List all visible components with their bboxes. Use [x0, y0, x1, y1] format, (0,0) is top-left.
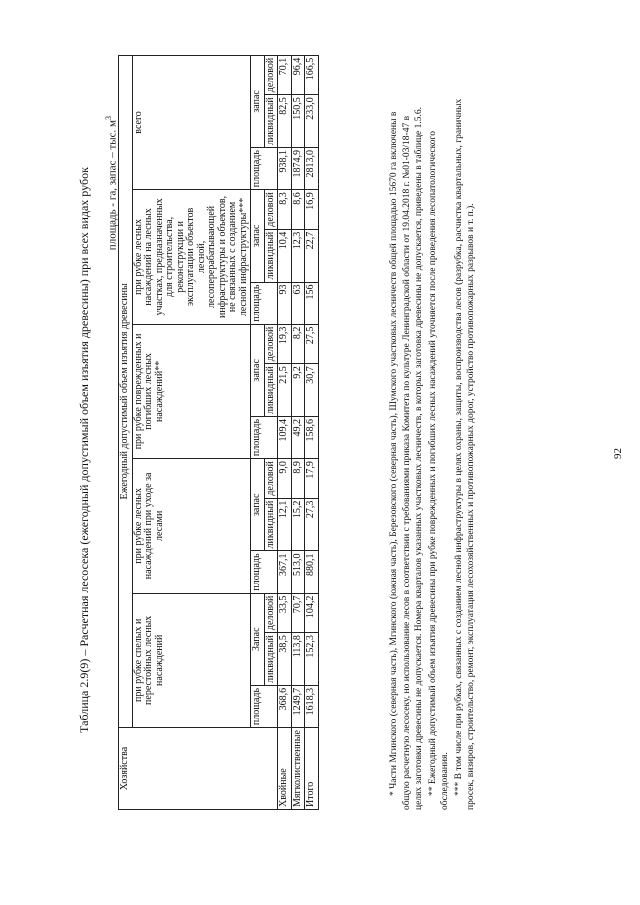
table-cell: 104,2 — [305, 593, 319, 633]
header-farms: Хозяйства — [119, 728, 278, 810]
h-liquid: ликвидный — [264, 498, 278, 551]
group-construction: при рубке лесных насаждений на лесных участках, предназначенных для строительства, реконструкции и эксплуатации объектов лесной, лесоперерабатывающей инфраструктуры и объектов, не связанных с созданием лесной инфраструктуры*** — [132, 190, 251, 324]
table-cell: 27,3 — [305, 498, 319, 551]
footnote-3: *** В том числе при рубках, связанных с созданием лесной инфраструктуры в целях охраны, защиты, воспроизводства лесов (разрубка, расчистка квартальных, граничных просек, визиров, строительство, ремонт, эксплуатация лесохозяйственных и противопожарных дорог, устройство противопожарных разрывов и т. п.). — [453, 98, 476, 810]
allowable-cut-table — [118, 55, 319, 810]
h-stock: Запас — [251, 593, 265, 685]
table-cell: 49,2 — [291, 416, 305, 458]
table-cell: 9,2 — [291, 364, 305, 417]
footnote-2: ** Ежегодный допустимый объем изъятия древесины при рубке поврежденных и погибших лесных насаждений уточняется после проведения лесопатологического обследования. — [427, 131, 450, 810]
h-liquid: ликвидный — [264, 229, 278, 282]
unit-note: площадь - га, запас – тыс. $м^3$ — [104, 116, 119, 251]
group-care: при рубке лесных насаждений при уходе за лесами — [132, 459, 251, 593]
table-cell: 8,3 — [278, 190, 292, 230]
table-cell: 2813,0 — [305, 148, 319, 190]
table-row — [278, 55, 292, 809]
header-row-3 — [251, 55, 265, 809]
table-cell: 12,3 — [291, 229, 305, 282]
table-cell: 70,7 — [291, 593, 305, 633]
row-name: Мягколиственные — [291, 728, 305, 810]
page-number: 92 — [612, 448, 624, 459]
footnotes — [388, 93, 479, 810]
table-cell: 27,5 — [305, 324, 319, 364]
footnote-1: * Части Мгинского (северная часть), Мгинского (южная часть), Березовского (северная часть), Шумского участковых лесничеств общей площадью 15670 га включены в общую расчетную лесосеку, но использование лесов в соответствии с требованиями приказа Комитета по культуре Ленинградской области от 19.04.2018 г. №01-03/18-47 в целях заготовки древесины не допускается. Номера кварталов указанных участковых лесничеств, в которых заготовка древесины не допускается, приведены в таблице 1.5.6. — [389, 106, 424, 810]
table-cell: 166,5 — [305, 55, 319, 95]
table-cell: 70,1 — [278, 55, 292, 95]
table-cell: 1249,7 — [291, 685, 305, 727]
table-cell: 8,2 — [291, 324, 305, 364]
table-cell: 1874,9 — [291, 148, 305, 190]
header-row-2 — [132, 55, 251, 809]
h-business: деловой — [264, 459, 278, 499]
h-stock: запас — [251, 190, 265, 282]
group-damaged: при рубке поврежденных и погибших лесных насаждений** — [132, 324, 251, 458]
table-cell: 17,9 — [305, 459, 319, 499]
table-cell: 19,3 — [278, 324, 292, 364]
table-cell: 367,1 — [278, 551, 292, 593]
table-cell: 38,5 — [278, 633, 292, 686]
table-cell: 33,5 — [278, 593, 292, 633]
table-cell: 150,5 — [291, 95, 305, 148]
table-cell: 10,4 — [278, 229, 292, 282]
table-cell: 113,8 — [291, 633, 305, 686]
table-cell: 8,6 — [291, 190, 305, 230]
table-cell: 9,0 — [278, 459, 292, 499]
table-cell: 30,7 — [305, 364, 319, 417]
group-mature: при рубке спелых и перестойных лесных насаждений — [132, 593, 251, 727]
table-cell: 158,6 — [305, 416, 319, 458]
table-cell: 63 — [291, 282, 305, 324]
header-annual: Ежегодный допустимый объем изъятия древесины — [119, 55, 133, 727]
table-title: Таблица 2.9(9) – Расчетная лесосека (ежегодный допустимый объем изъятия древесины) при всех видах рубок — [77, 167, 91, 733]
header-row-1 — [119, 55, 133, 809]
table-cell: 82,5 — [278, 95, 292, 148]
table-cell: 938,1 — [278, 148, 292, 190]
table-cell: 96,4 — [291, 55, 305, 95]
table-cell: 152,3 — [305, 633, 319, 686]
h-liquid: ликвидный — [264, 633, 278, 686]
table-cell: 12,1 — [278, 498, 292, 551]
h-area: площадь — [251, 416, 278, 458]
h-liquid: ликвидный — [264, 364, 278, 417]
group-total: всего — [132, 55, 251, 189]
h-stock: запас — [251, 55, 265, 147]
table-cell: 22,7 — [305, 229, 319, 282]
h-area: площадь — [251, 282, 278, 324]
h-area: площадь — [251, 685, 278, 727]
h-business: деловой — [264, 324, 278, 364]
h-stock: запас — [251, 324, 265, 416]
table-cell: 233,0 — [305, 95, 319, 148]
table-cell: 109,4 — [278, 416, 292, 458]
table-body — [278, 55, 319, 809]
table-cell: 15,2 — [291, 498, 305, 551]
row-name: Итого — [305, 728, 319, 810]
h-business: деловой — [264, 593, 278, 633]
h-stock: запас — [251, 459, 265, 551]
table-row — [291, 55, 305, 809]
table-cell: 93 — [278, 282, 292, 324]
h-area: площадь — [251, 551, 278, 593]
table-cell: 8,9 — [291, 459, 305, 499]
h-business: деловой — [264, 190, 278, 230]
table-cell: 368,6 — [278, 685, 292, 727]
h-liquid: ликвидный — [264, 95, 278, 148]
table-cell: 1618,3 — [305, 685, 319, 727]
table-cell: 513,0 — [291, 551, 305, 593]
row-name: Хвойные — [278, 728, 292, 810]
h-business: деловой — [264, 55, 278, 95]
table-row — [305, 55, 319, 809]
table-cell: 21,5 — [278, 364, 292, 417]
table-cell: 16,9 — [305, 190, 319, 230]
table-cell: 880,1 — [305, 551, 319, 593]
h-area: площадь — [251, 148, 278, 190]
table-cell: 156 — [305, 282, 319, 324]
